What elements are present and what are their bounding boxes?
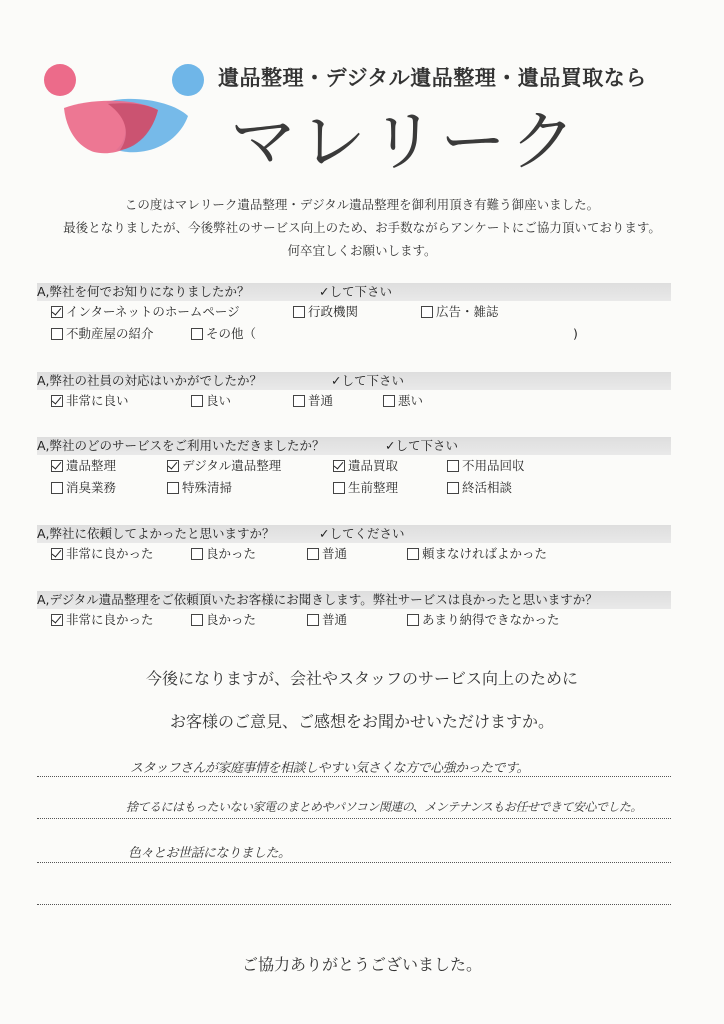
checkbox[interactable]	[383, 395, 395, 407]
question-2-text: A,弊社の社員の対応はいかがでしたか？	[37, 373, 263, 388]
brand-name: マレリーク	[230, 103, 580, 180]
intro-line: この度はマレリーク遺品整理・デジタル遺品整理を御利用頂き有難う御座いました。	[124, 197, 600, 212]
checkbox-checked[interactable]	[51, 395, 63, 407]
question-5-section	[37, 591, 671, 631]
checkbox[interactable]	[51, 482, 63, 494]
question-4-bar	[37, 525, 671, 543]
q1-option-internet[interactable]: インターネットのホームページ	[51, 301, 240, 323]
q1-other-paren-close: )	[573, 326, 578, 341]
company-logo	[38, 58, 214, 158]
q3-option-kaitori[interactable]: 遺品買取	[333, 455, 398, 477]
checkbox[interactable]	[51, 328, 63, 340]
checkbox[interactable]	[191, 614, 203, 626]
intro-line: 何卒宜しくお願いします。	[287, 243, 437, 258]
handwritten-comment-line: 色々とお世話になりました。	[128, 846, 291, 861]
q1-option-realestate[interactable]: 不動産屋の紹介	[51, 323, 154, 345]
answer-line	[37, 818, 671, 819]
q5-option-normal[interactable]: 普通	[307, 609, 347, 631]
checkbox-checked[interactable]	[167, 460, 179, 472]
question-1-text: A,弊社を何でお知りになりましたか？	[37, 284, 250, 299]
q4-option-good[interactable]: 良かった	[191, 543, 256, 565]
q2-option-good[interactable]: 良い	[191, 390, 231, 412]
q4-option-regret[interactable]: 頼まなければよかった	[407, 543, 547, 565]
question-1-section	[37, 283, 671, 345]
question-1-bar	[37, 283, 671, 301]
checkbox[interactable]	[447, 460, 459, 472]
question-5-row-1	[37, 609, 671, 631]
question-3-text: A,弊社のどのサービスをご利用いただきましたか？	[37, 438, 325, 453]
q1-option-other[interactable]: その他（	[191, 323, 256, 345]
question-4-note: ✓してください	[319, 526, 405, 541]
question-5-text: A,デジタル遺品整理をご依頼頂いたお客様にお聞きします。弊社サービスは良かったと思いますか？	[37, 592, 598, 607]
q2-option-normal[interactable]: 普通	[293, 390, 333, 412]
q3-option-seizen[interactable]: 生前整理	[333, 477, 398, 499]
checkbox[interactable]	[407, 614, 419, 626]
q1-option-ad[interactable]: 広告・雑誌	[421, 301, 499, 323]
checkbox[interactable]	[333, 482, 345, 494]
checkbox[interactable]	[407, 548, 419, 560]
checkbox[interactable]	[307, 614, 319, 626]
question-2-section	[37, 372, 671, 412]
logo-blue-dot	[172, 64, 204, 96]
feedback-prompt-line-1: 今後になりますが、会社やスタッフのサービス向上のために	[145, 669, 578, 688]
checkbox[interactable]	[293, 306, 305, 318]
checkbox-checked[interactable]	[333, 460, 345, 472]
answer-line	[37, 776, 671, 777]
q1-option-government[interactable]: 行政機関	[293, 301, 358, 323]
q4-option-normal[interactable]: 普通	[307, 543, 347, 565]
question-1-row-1	[37, 301, 671, 323]
answer-line	[37, 904, 671, 905]
question-2-note: ✓して下さい	[331, 373, 404, 388]
checkbox[interactable]	[307, 548, 319, 560]
question-3-row-2	[37, 477, 671, 499]
intro-text	[0, 193, 724, 262]
question-1-row-2	[37, 323, 671, 345]
checkbox-checked[interactable]	[51, 548, 63, 560]
question-4-text: A,弊社に依頼してよかったと思いますか？	[37, 526, 275, 541]
checkbox[interactable]	[167, 482, 179, 494]
handwritten-comment-line: スタッフさんが家庭事情を相談しやすい気さくな方で心強かったです。	[130, 761, 529, 776]
handwritten-comment-line: 捨てるにはもったいない家電のまとめやパソコン関連の、メンテナンスもお任せできて安心でした。	[126, 800, 642, 814]
checkbox[interactable]	[191, 548, 203, 560]
checkbox[interactable]	[191, 328, 203, 340]
q5-option-good[interactable]: 良かった	[191, 609, 256, 631]
feedback-prompt-line-2: お客様のご意見、ご感想をお聞かせいただけますか。	[169, 712, 554, 731]
logo-pink-dot	[44, 64, 76, 96]
tagline: 遺品整理・デジタル遺品整理・遺品買取なら	[218, 66, 647, 90]
checkbox[interactable]	[421, 306, 433, 318]
question-3-note: ✓して下さい	[385, 438, 458, 453]
checkbox[interactable]	[447, 482, 459, 494]
q5-option-unsatisfied[interactable]: あまり納得できなかった	[407, 609, 560, 631]
q3-option-fuyouhin[interactable]: 不用品回収	[447, 455, 525, 477]
question-1-note: ✓して下さい	[319, 284, 392, 299]
checkbox[interactable]	[191, 395, 203, 407]
q5-option-very-good[interactable]: 非常に良かった	[51, 609, 154, 631]
question-3-section	[37, 437, 671, 499]
question-3-bar	[37, 437, 671, 455]
question-4-section	[37, 525, 671, 565]
question-4-row-1	[37, 543, 671, 565]
q3-option-shukatsu[interactable]: 終活相談	[447, 477, 512, 499]
q3-option-tokushu[interactable]: 特殊清掃	[167, 477, 232, 499]
answer-line	[37, 862, 671, 863]
q2-option-bad[interactable]: 悪い	[383, 390, 423, 412]
question-5-bar	[37, 591, 671, 609]
q4-option-very-good[interactable]: 非常に良かった	[51, 543, 154, 565]
checkbox-checked[interactable]	[51, 614, 63, 626]
question-2-bar	[37, 372, 671, 390]
q3-option-digital[interactable]: デジタル遺品整理	[167, 455, 281, 477]
q2-option-very-good[interactable]: 非常に良い	[51, 390, 129, 412]
question-2-row-1	[37, 390, 671, 412]
q3-option-ihin-seiri[interactable]: 遺品整理	[51, 455, 116, 477]
intro-line: 最後となりましたが、今後弊社のサービス向上のため、お手数ながらアンケートにご協力頂いております。	[63, 220, 661, 235]
q3-option-shoshu[interactable]: 消臭業務	[51, 477, 116, 499]
checkbox-checked[interactable]	[51, 460, 63, 472]
question-3-row-1	[37, 455, 671, 477]
checkbox[interactable]	[293, 395, 305, 407]
thanks-message: ご協力ありがとうございました。	[241, 955, 482, 974]
checkbox-checked[interactable]	[51, 306, 63, 318]
